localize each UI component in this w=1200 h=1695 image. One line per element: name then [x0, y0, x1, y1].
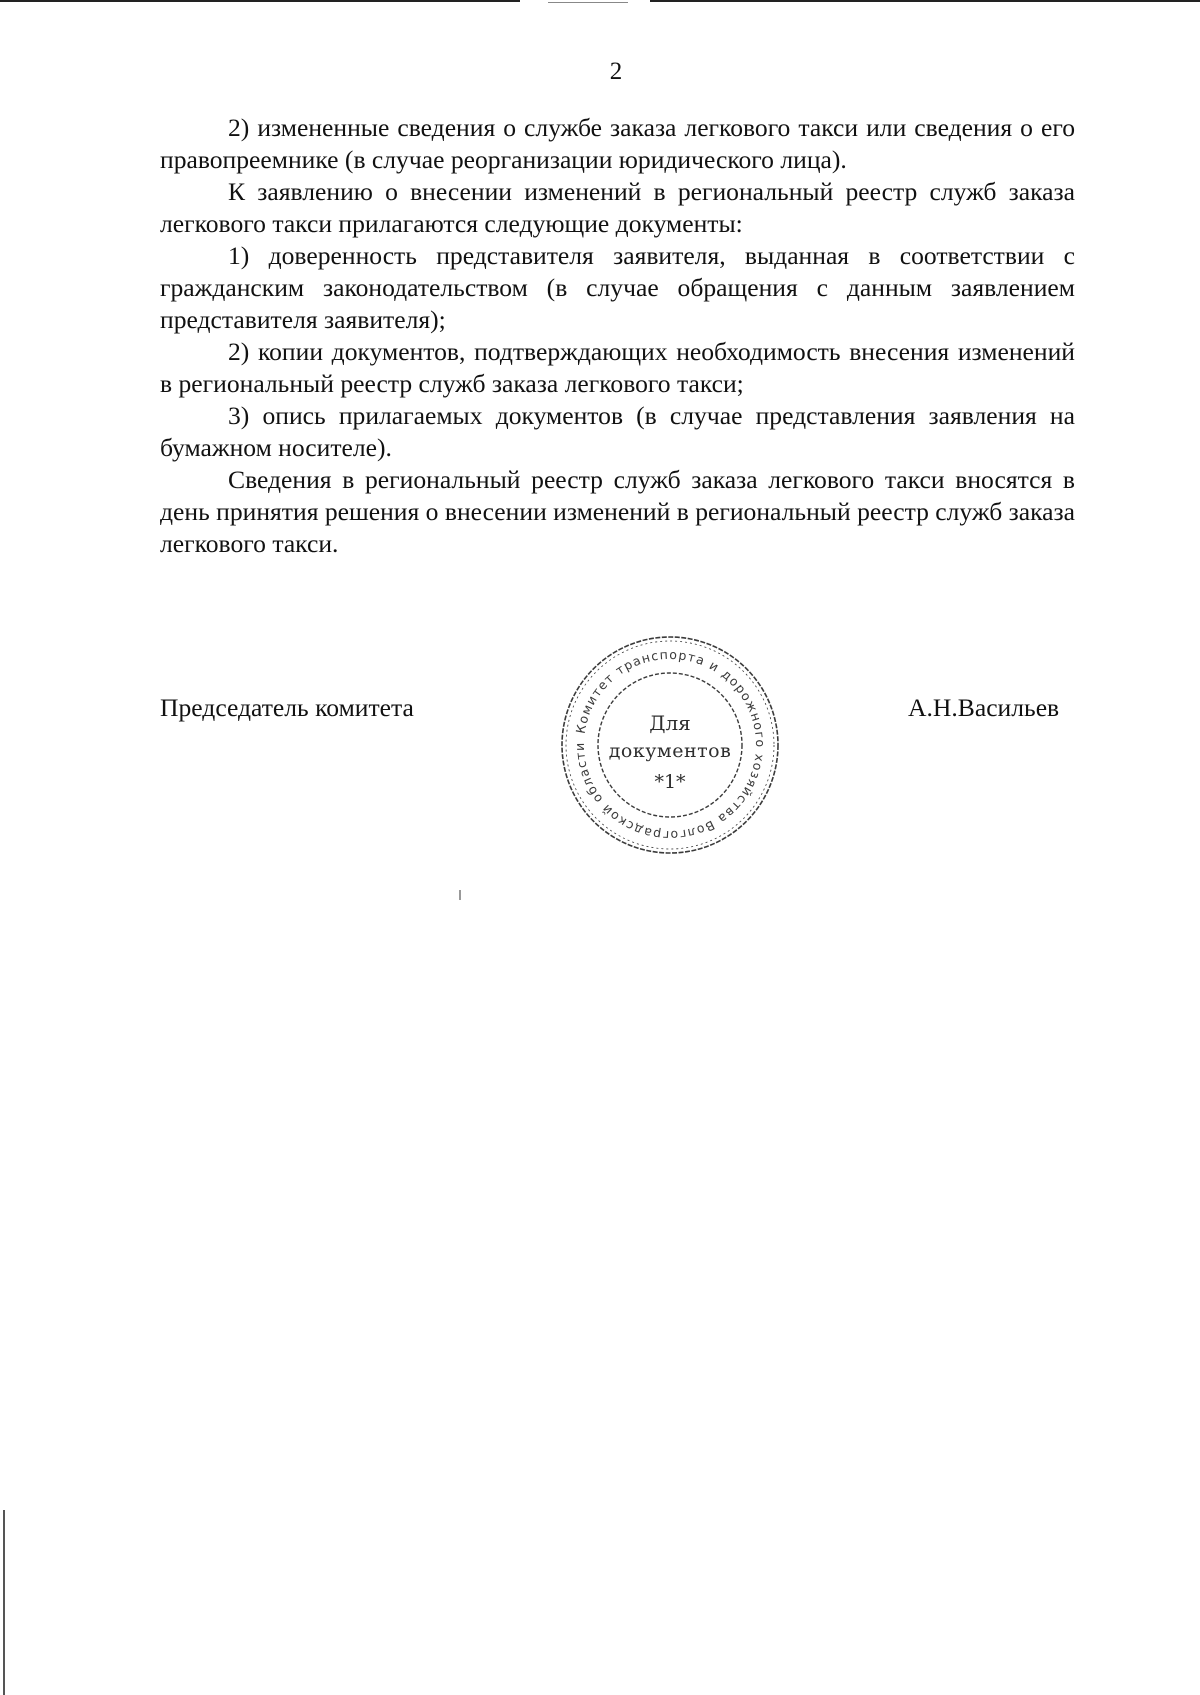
stamp-ring-text: Комитет транспорта и дорожного хозяйства Волгоградской области: [571, 646, 769, 844]
paragraph-item-1-power-of-attorney: 1) доверенность представителя заявителя, выданная в соответствии с гражданским законодательством (в случае обращения с данным заявлением представителя заявителя);: [160, 241, 1075, 334]
signature-title: Председатель комитета: [160, 693, 414, 722]
document-body: [160, 112, 1075, 560]
top-border-fragment: [548, 2, 628, 3]
scan-left-edge-mark: [3, 1510, 5, 1695]
signature-name: А.Н.Васильев: [908, 693, 1060, 722]
stamp-line-3: *1*: [654, 771, 686, 793]
official-stamp: [555, 630, 785, 860]
paragraph-item-2-document-copies: 2) копии документов, подтверждающих необходимость внесения изменений в региональный реестр служб заказа легкового такси;: [160, 337, 1075, 398]
paragraph-item-3-inventory: 3) опись прилагаемых документов (в случае представления заявления на бумажном носителе).: [160, 401, 1075, 462]
scan-speck: [459, 890, 461, 900]
paragraph-attached-documents-intro: К заявлению о внесении изменений в региональный реестр служб заказа легкового такси прилагаются следующие документы:: [160, 177, 1075, 238]
stamp-line-2: документов: [608, 740, 732, 762]
paragraph-registry-entry: Сведения в региональный реестр служб заказа легкового такси вносятся в день принятия решения о внесении изменений в региональный реестр служб заказа легкового такси.: [160, 465, 1075, 558]
stamp-line-1: Для: [649, 711, 691, 735]
page-number: 2: [609, 58, 623, 85]
paragraph-item-2-changed-info: 2) измененные сведения о службе заказа легкового такси или сведения о его правопреемнике (в случае реорганизации юридического лица).: [160, 113, 1075, 174]
